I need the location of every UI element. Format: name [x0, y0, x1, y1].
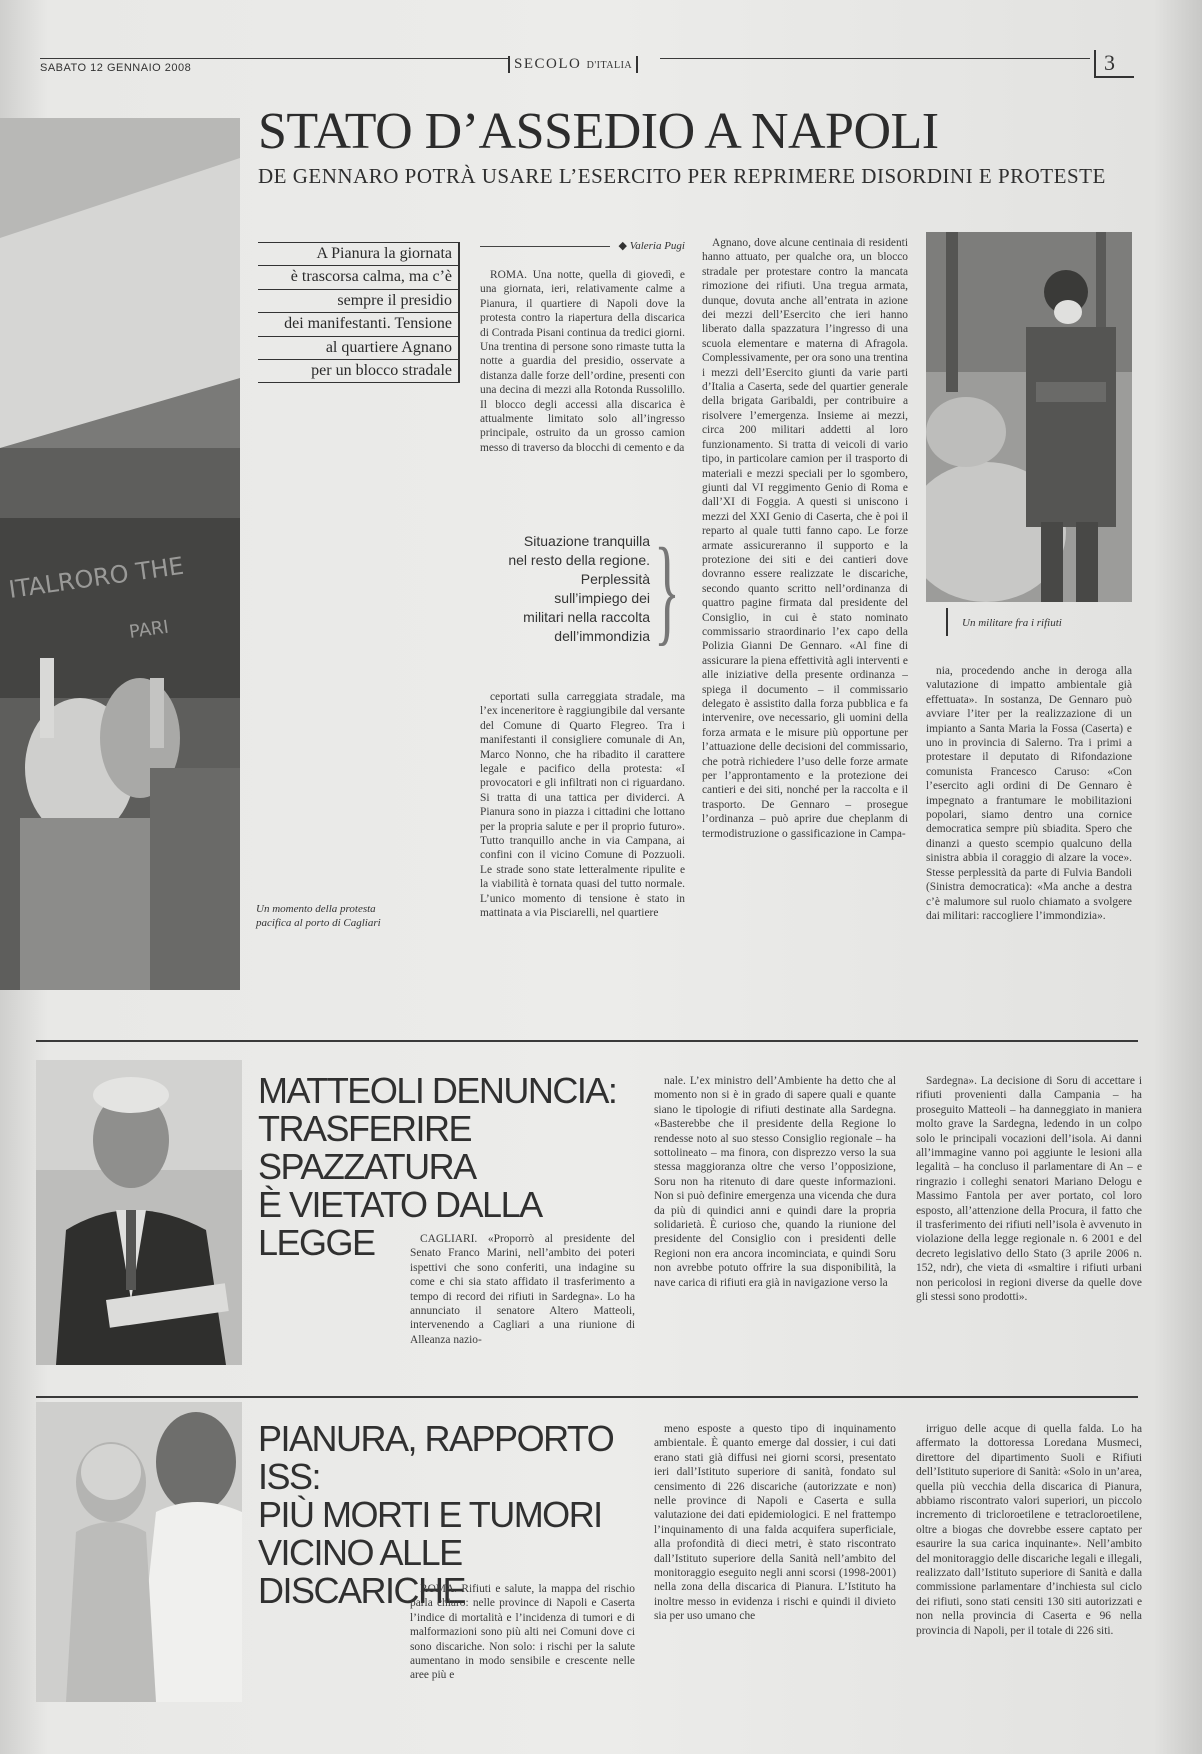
header-publication-suffix: D'ITALIA	[586, 60, 633, 71]
callout-line: sempre il presidio	[258, 290, 458, 313]
article3-headline-line: PIANURA, RAPPORTO ISS:	[258, 1418, 614, 1497]
main-article-text: ceportati sulla carreggiata stradale, ma l’ex inceneritore è raggiungibile dal versante del Comune di Quarto Flegreo. Tra i manifestanti il consigliere comunale di An, Marco Nonno, che ha ribadito il carattere legale e pacifico della protesta: «I provocatori e gli infiltrati non ci riguardano. Si tratta di una tattica per dividerci. A Pianura sono in piazza i cittadini che lottano per la propria salute e per il proprio futuro». Tutto tranquillo anche in via Campana, ai confini con il vicino Comune di Pozzuoli. Le strade sono state letteralmente ripulite e la viabilità è tornata quasi del tutto normale. L’unico momento di tensione è stato in mattinata a via Pisciarelli, nel quartiere	[480, 691, 685, 920]
byline-rule	[480, 246, 610, 247]
main-article-text: ROMA. Una notte, quella di giovedì, e una giornata, ieri, relativamente calme a Pianura, il quartiere di Napoli dove la protesta contro la riapertura della discarica di Contrada Pisani continua da tredici giorni. Una trentina di persone sono rimaste tutta la notte a guardia del presidio, osservate a distanza dalle forze dell’ordine, presenti con una decina di mezzi alla Rotonda Russolillo. Il blocco degli accessi alla discarica è attualmente limitato solo all’ingresso principale, ostruito da un grosso camion messo di traverso da blocchi di cemento e da	[480, 269, 685, 454]
pullquote-line: militari nella raccolta	[523, 609, 650, 625]
article3-headline-line: PIÙ MORTI E TUMORI	[258, 1494, 602, 1535]
pullquote-line: nel resto della regione.	[508, 552, 650, 568]
article2-col2	[654, 1074, 896, 1364]
header-date: SABATO 12 GENNAIO 2008	[40, 62, 192, 74]
article2-col3	[916, 1074, 1142, 1364]
photo-caption-right: Un militare fra i rifiuti	[962, 617, 1062, 629]
article3-col1	[410, 1582, 635, 1698]
article2-headline-line: MATTEOLI DENUNCIA:	[258, 1070, 617, 1111]
article3-text: ROMA. Rifiuti e salute, la mappa del rischio parla chiaro: nelle province di Napoli e Caserta l’indice di mortalità e l’incidenza di tumori e di malformazioni sono più alti nei Comuni dove ci sono discariche. Non solo: i rischi per la salute aumentano in modo sensibile e crescente nelle aree più e	[410, 1583, 635, 1682]
article3-headline-line: VICINO ALLE DISCARICHE	[258, 1532, 466, 1611]
photo-caption-left: Un momento della protesta pacifica al porto di Cagliari	[256, 903, 381, 929]
callout-line: è trascorsa calma, ma c’è	[258, 266, 458, 289]
callout-line: al quartiere Agnano	[258, 337, 458, 360]
child-photo	[36, 1402, 242, 1702]
header-publication-name: SECOLO	[514, 56, 582, 72]
callout-line: A Pianura la giornata	[258, 243, 458, 266]
main-subheadline: DE GENNARO POTRÀ USARE L’ESERCITO PER REPRIMERE DISORDINI E PROTESTE	[258, 164, 1106, 188]
article2-col1	[410, 1232, 635, 1362]
main-article-col3	[926, 664, 1132, 984]
article3-text: meno esposte a questo tipo di inquinamento ambientale. È quanto emerge dal dossier, i cui dati erano stati già diffusi nei giorni scorsi, presentato ieri dall’Istituto superiore di sanità, fondato sul censimento di 226 discariche (autorizzate e non) nelle province di Napoli e Caserta e sulla valutazione dei dati epidemiologici. E nel frattempo l’inquinamento di una falda acquifera superficiale, alla profondità di dieci metri, è stato riscontrato dall’Istituto superiore della Sanità nell’ambito del monitoraggio eseguito negli anni scorsi (1998-2001) nella zona della discarica di Pianura. L’Istituto ha inoltre messo in evidenza i rischi e quindi il divieto sia per uso umano che	[654, 1423, 896, 1623]
callout-line: per un blocco stradale	[258, 360, 458, 383]
soldier-photo	[926, 232, 1132, 602]
page-number: 3	[1094, 50, 1134, 78]
main-headline: STATO D’ASSEDIO A NAPOLI	[258, 103, 939, 160]
svg-text:ITALRORO THE: ITALRORO THE	[6, 551, 186, 604]
header-rule-left	[40, 58, 510, 59]
photo-caption-right-rule	[946, 608, 948, 636]
matteoli-photo	[36, 1060, 242, 1365]
byline: ◆ Valeria Pugi	[618, 240, 685, 252]
pullquote-line: dell’immondizia	[554, 628, 650, 644]
svg-text:PARI: PARI	[127, 616, 171, 643]
main-article-col1-bottom	[480, 690, 685, 985]
pullquote-line: sull’impiego dei	[554, 590, 650, 606]
pullquote-line: Perplessità	[580, 571, 650, 587]
section-rule-2	[36, 1396, 1138, 1398]
header-rule-right	[660, 58, 1090, 59]
pullquote-brace: }	[654, 523, 680, 656]
callout-box	[258, 242, 460, 383]
byline-name: Valeria Pugi	[629, 240, 685, 252]
main-article-col2	[702, 236, 908, 982]
article2-headline-line: TRASFERIRE SPAZZATURA	[258, 1108, 476, 1187]
article2-text: Sardegna». La decisione di Soru di accettare i rifiuti provenienti dalla Campania – ha proseguito Matteoli – ha danneggiato in maniera molto grave la Sardegna, ledendo in un colpo solo le principali vocazioni dell’isola. Ai danni all’immagine vanno poi aggiunte le lesioni alla legalità – ha concluso il parlamentare di An – e ringrazio i colleghi senatori Mariano Delogu e Massimo Fantola per aver portato, col loro esposto, all’attenzione della Procura, il fatto che il trasferimento dei rifiuti nell’isola è avvenuto in violazione della legge regionale n. 6 2001 e del decreto legislativo dello Stato (3 aprile 2006 n. 152, ndr), che vieta di «smaltire i rifiuti urbani non pericolosi in regioni diverse da quelle dove gli stessi sono prodotti».	[916, 1075, 1142, 1304]
pullquote-line: Situazione tranquilla	[523, 533, 650, 549]
header-publication	[508, 56, 638, 73]
main-article-col1-top	[480, 268, 685, 504]
callout-line: dei manifestanti. Tensione	[258, 313, 458, 336]
main-article-text: nia, procedendo anche in deroga alla valutazione di impatto ambientale già effettuata». In sostanza, De Gennaro può avviare l’iter per la realizzazione di un impianto a Santa Maria la Fossa (Caserta) e uno in provincia di Salerno. Tra i primi a protestare il deputato di Rifondazione comunista Francesco Caruso: «Con l’esercito agli ordini di De Gennaro è impegnato a frantumare le mobilitazioni popolari, siamo dentro una cornice democratica sempre più sbiadita. Spero che dinanzi a questo scempio qualcuno della sinistra abbia il coraggio di alzare la voce». Stesse perplessità da parte di Fulvia Bandoli (Sinistra democratica): «Ma anche a destra c’è malumore sul ruolo chiamato a svolgere dai militari: raccogliere l’immondizia».	[926, 665, 1132, 922]
article2-text: nale. L’ex ministro dell’Ambiente ha detto che al momento non si è in grado di sapere quali e quante siano le tipologie di rifiuti destinate alla Sardegna. «Basterebbe che il presidente della Regione lo rendesse noto al suo stesso Consiglio regionale – ha sottolineato – ma finora, con disprezzo verso la sua stessa maggioranza oltre che verso l’opposizione, Soru non ha ritenuto di dare queste informazioni. Non si può definire emergenza una vicenda che dura da più di quindici anni e quindi dare la propria solidarietà. È curioso che, quando la riunione del presidente del Consiglio con i presidenti delle Regioni non era ancora incominciata, e quindi Soru non avrebbe potuto offrire la sua disponibilità, la nave carica di rifiuti era già in navigazione verso la	[654, 1075, 896, 1289]
pullquote	[470, 532, 650, 646]
article3-col3	[916, 1422, 1142, 1700]
section-rule-1	[36, 1040, 1138, 1042]
article3-col2	[654, 1422, 896, 1700]
main-article-text: Agnano, dove alcune centinaia di residenti hanno attuato, per qualche ora, un blocco stradale per protestare contro la mancata rimozione dei rifiuti. Una tregua armata, dunque, dovuta anche all’entrata in azione dei mezzi dell’Esercito che ieri hanno liberato dalla spazzatura l’ingresso di una scuola elementare e materna di Afragola. Complessivamente, per ora sono una trentina i mezzi dell’Esercito giunti da varie parti d’Italia a Caserta, sede del quartier generale della brigata Garibaldi, per contribuire a risolvere l’emergenza. Insieme ai mezzi, circa 200 militari addetti al loro funzionamento. Si tratta di veicoli di vario tipo, in particolare camion per il trasporto di materiali e mezzi speciali per lo sgombero, giunti dal VI reggimento Genio di Roma e dall’XI di Foggia. A questi si uniscono i mezzi del XXI Genio di Caserta, che è poi il reparto al quale tutti fanno capo. Le forze armate assicureranno il supporto e la protezione dei siti e dei cantieri dove dovranno essere realizzate le discariche, secondo quanto scritto nell’ordinanza di quattro pagine firmata dal presidente del Consiglio, in cui è stato nominato commissario straordinario l’ex capo della Polizia Gianni De Gennaro. «Al fine di assicurare la piena effettività agli interventi e alle iniziative della presente ordinanza – spiega il documento – il commissario delegato è assistito dalla forza pubblica e fa intervenire, ove necessario, gli uomini della forza armata e le misure più opportune per l’attuazione delle decisioni del commissario, che potrà richiedere l’uso delle forze armate per l’approntamento e la protezione dei cantieri e dei siti, nonché per la raccolta e il trasporto. De Gennaro – prosegue l’ordinanza – può aprire due cheplanm di termodistruzione o gassificazione in Campa-	[702, 237, 908, 840]
article3-text: irriguo delle acque di quella falda. Lo ha affermato la dottoressa Loredana Musmeci, direttore del dipartimento Suoli e Rifiuti dell’Istituto superiore di Sanità: «Solo in un’area, quella più vecchia della discarica di Pianura, abbiamo riscontrato valori superiori, un piccolo incremento di tricloroetilene e tetracloroetilene, oltre a biogas che dovrebbe essere captato per esaurire la sua carica inquinante». Nell’ambito del monitoraggio delle discariche legali e illegali, realizzato dall’Istituto superiore di Sanità e dalla commissione parlamentare d’inchiesta sul ciclo dei rifiuti, sono stati censiti 130 siti autorizzati e non nella provincia di Caserta e 96 nella provincia di Napoli, per il totale di 226 siti.	[916, 1423, 1142, 1637]
protest-photo	[0, 118, 240, 990]
article2-text: CAGLIARI. «Proporrò al presidente del Senato Franco Marini, nell’ambito dei poteri ispettivi che sono conferiti, una indagine su come e chi sia stato affidato il trasferimento a tempo di record dei rifiuti in Sardegna». Lo ha annunciato il senatore Altero Matteoli, intervenendo a Cagliari a una riunione di Alleanza nazio-	[410, 1233, 635, 1346]
article2-headline-line: È VIETATO DALLA LEGGE	[258, 1184, 540, 1263]
